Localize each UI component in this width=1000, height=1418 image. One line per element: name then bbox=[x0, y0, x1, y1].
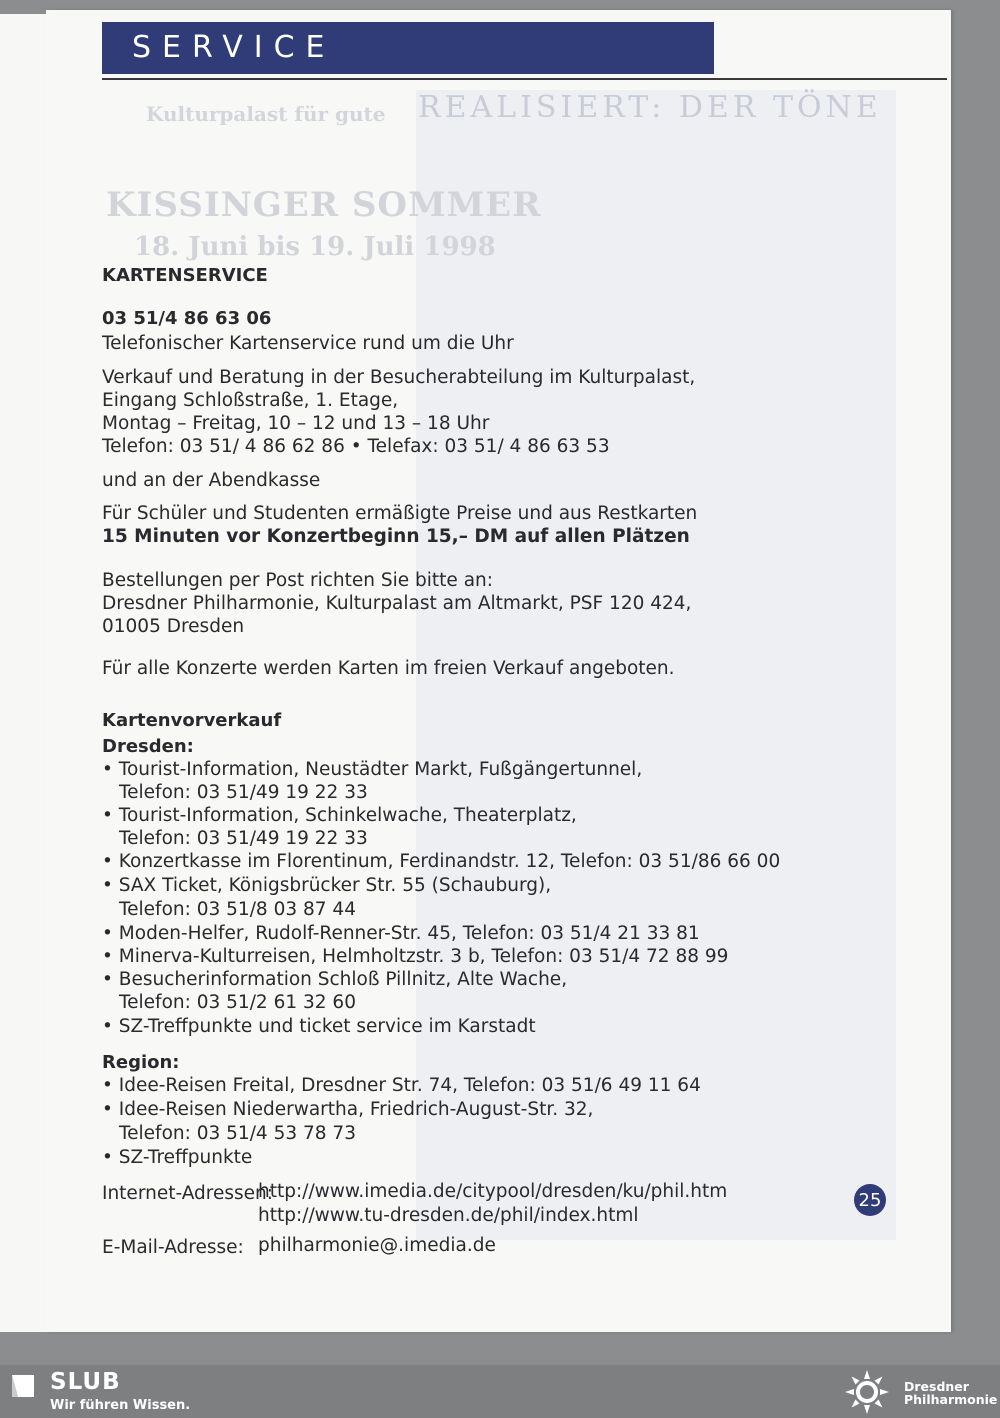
list-item: • Minerva-Kulturreisen, Helmholtzstr. 3 b, Telefon: 03 51/4 72 88 99 bbox=[102, 946, 729, 967]
list-item: • Moden-Helfer, Rudolf-Renner-Str. 45, Telefon: 03 51/4 21 33 81 bbox=[102, 923, 700, 944]
section-header-bar bbox=[102, 22, 714, 74]
evening-box-office: und an der Abendkasse bbox=[102, 470, 321, 491]
internet-url[interactable]: http://www.tu-dresden.de/phil/index.html bbox=[258, 1205, 639, 1226]
email-address[interactable]: philharmonie@.imedia.de bbox=[258, 1235, 496, 1256]
list-item: Telefon: 03 51/49 19 22 33 bbox=[119, 782, 368, 803]
list-item: • SAX Ticket, Königsbrücker Str. 55 (Schauburg), bbox=[102, 875, 552, 896]
dresden-heading: Dresden: bbox=[102, 736, 194, 757]
bleed-through-banner: KISSINGER SOMMER bbox=[106, 185, 542, 225]
internet-label: Internet-Adressen: bbox=[102, 1183, 273, 1204]
list-item: • Tourist-Information, Schinkelwache, Theaterplatz, bbox=[102, 805, 577, 826]
bleed-through-date: 18. Juni bis 19. Juli 1998 bbox=[134, 232, 496, 262]
sales-line: Verkauf und Beratung in der Besucherabteilung im Kulturpalast, bbox=[102, 367, 696, 388]
bleed-through-sub: Kulturpalast für gute bbox=[146, 102, 386, 126]
page-number: 25 bbox=[854, 1184, 886, 1216]
email-label: E-Mail-Adresse: bbox=[102, 1237, 244, 1258]
kartenservice-phone-desc: Telefonischer Kartenservice rund um die Uhr bbox=[102, 333, 514, 354]
list-item: • Konzertkasse im Florentinum, Ferdinandstr. 12, Telefon: 03 51/86 66 00 bbox=[102, 851, 781, 872]
philharmonie-name-line: Philharmonie bbox=[904, 1392, 998, 1407]
orders-line: Dresdner Philharmonie, Kulturpalast am Altmarkt, PSF 120 424, bbox=[102, 593, 692, 614]
kartenservice-heading: KARTENSERVICE bbox=[102, 265, 268, 286]
orders-line: Bestellungen per Post richten Sie bitte an: bbox=[102, 570, 493, 591]
discount-bold-line: 15 Minuten vor Konzertbeginn 15,– DM auf allen Plätzen bbox=[102, 526, 690, 547]
list-item: • Besucherinformation Schloß Pillnitz, Alte Wache, bbox=[102, 969, 568, 990]
free-sale-line: Für alle Konzerte werden Karten im freien Verkauf angeboten. bbox=[102, 658, 675, 679]
section-title: SERVICE bbox=[132, 30, 336, 65]
list-item: • Idee-Reisen Niederwartha, Friedrich-August-Str. 32, bbox=[102, 1099, 594, 1120]
slub-tagline: Wir führen Wissen. bbox=[50, 1398, 191, 1413]
region-heading: Region: bbox=[102, 1052, 180, 1073]
previous-page-edge bbox=[0, 14, 48, 1332]
list-item: Telefon: 03 51/4 53 78 73 bbox=[119, 1123, 356, 1144]
list-item: Telefon: 03 51/49 19 22 33 bbox=[119, 828, 368, 849]
orders-line: 01005 Dresden bbox=[102, 616, 245, 637]
kartenservice-phone: 03 51/4 86 63 06 bbox=[102, 308, 272, 329]
vorverkauf-heading: Kartenvorverkauf bbox=[102, 710, 282, 731]
sales-line: Eingang Schloßstraße, 1. Etage, bbox=[102, 390, 399, 411]
slub-name: SLUB bbox=[50, 1369, 121, 1395]
list-item: Telefon: 03 51/2 61 32 60 bbox=[119, 992, 356, 1013]
philharmonie-name bbox=[904, 1380, 997, 1406]
sales-line: Montag – Freitag, 10 – 12 und 13 – 18 Uhr bbox=[102, 413, 490, 434]
sales-line: Telefon: 03 51/ 4 86 62 86 • Telefax: 03 51/ 4 86 63 53 bbox=[102, 436, 610, 457]
philharmonie-logo-icon bbox=[842, 1369, 892, 1415]
list-item: • Idee-Reisen Freital, Dresdner Str. 74, Telefon: 03 51/6 49 11 64 bbox=[102, 1075, 701, 1096]
list-item: • SZ-Treffpunkte bbox=[102, 1147, 253, 1168]
internet-url[interactable]: http://www.imedia.de/citypool/dresden/ku/phil.htm bbox=[258, 1181, 728, 1202]
philharmonie-name-line: Dresdner bbox=[904, 1379, 969, 1394]
footer-bar bbox=[0, 1365, 1000, 1418]
list-item: • Tourist-Information, Neustädter Markt, Fußgängertunnel, bbox=[102, 759, 643, 780]
list-item: Telefon: 03 51/8 03 87 44 bbox=[119, 899, 356, 920]
list-item: • SZ-Treffpunkte und ticket service im Karstadt bbox=[102, 1016, 536, 1037]
discount-line: Für Schüler und Studenten ermäßigte Preise und aus Restkarten bbox=[102, 503, 698, 524]
bleed-through-title: REALISIERT: DER TÖNE bbox=[418, 90, 882, 125]
document-page bbox=[46, 10, 951, 1332]
slub-logo-icon bbox=[10, 1373, 36, 1399]
header-rule bbox=[102, 78, 947, 80]
